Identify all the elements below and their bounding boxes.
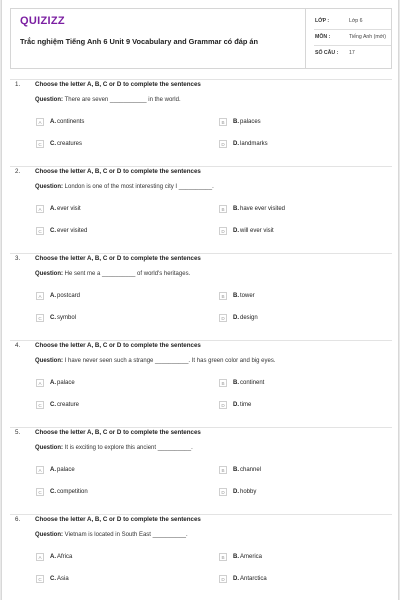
option-text: postcard bbox=[57, 293, 81, 299]
question-prefix: Question: bbox=[35, 184, 63, 190]
question-prefix: Question: bbox=[35, 97, 63, 103]
option-text: competition bbox=[57, 489, 88, 495]
question-prompt: He sent me a __________ of world's heritages. bbox=[64, 271, 191, 277]
option-checkbox[interactable]: B bbox=[219, 292, 227, 300]
meta-class-label: LỚP : bbox=[315, 18, 330, 24]
question-prompt: There are seven ___________ in the world. bbox=[64, 97, 181, 103]
question-prompt: Vietnam is located in South East __________. bbox=[64, 532, 188, 538]
meta-count-label: SỐ CÂU : bbox=[315, 50, 339, 56]
option-checkbox[interactable]: A bbox=[36, 553, 44, 561]
option-letter: C. bbox=[50, 402, 56, 408]
meta-subject-value: Tiếng Anh (mới) bbox=[349, 34, 386, 40]
option-letter: D. bbox=[233, 402, 239, 408]
option-text: design bbox=[240, 315, 258, 321]
option-text: palace bbox=[57, 467, 75, 473]
question-instruction: Choose the letter A, B, C or D to complete the sentences bbox=[35, 342, 201, 349]
option-letter: B. bbox=[233, 119, 239, 125]
option-checkbox[interactable]: D bbox=[219, 488, 227, 496]
option-letter: B. bbox=[233, 467, 239, 473]
meta-class-value: Lớp 6 bbox=[349, 18, 363, 24]
option-checkbox[interactable]: C bbox=[36, 227, 44, 235]
option-letter: A. bbox=[50, 206, 56, 212]
meta-divider bbox=[314, 29, 391, 30]
question-prefix: Question: bbox=[35, 445, 63, 451]
option-checkbox[interactable]: D bbox=[219, 401, 227, 409]
question-instruction: Choose the letter A, B, C or D to complete the sentences bbox=[35, 516, 201, 523]
option-text: tower bbox=[240, 293, 255, 299]
option-checkbox[interactable]: B bbox=[219, 466, 227, 474]
worksheet-header bbox=[10, 8, 392, 69]
option-checkbox[interactable]: A bbox=[36, 205, 44, 213]
option-checkbox[interactable]: D bbox=[219, 140, 227, 148]
option-letter: A. bbox=[50, 467, 56, 473]
option-text: channel bbox=[240, 467, 262, 473]
option-letter: C. bbox=[50, 228, 56, 234]
option-checkbox[interactable]: A bbox=[36, 379, 44, 387]
question-instruction: Choose the letter A, B, C or D to complete the sentences bbox=[35, 81, 201, 88]
option-text: continent bbox=[240, 380, 265, 386]
option-letter: B. bbox=[233, 554, 239, 560]
option-letter: A. bbox=[50, 119, 56, 125]
question-prompt: It is exciting to explore this ancient __________. bbox=[64, 445, 193, 451]
question-divider bbox=[10, 253, 392, 254]
header-separator bbox=[305, 9, 306, 68]
option-text: America bbox=[240, 554, 263, 560]
option-checkbox[interactable]: C bbox=[36, 575, 44, 583]
option-letter: D. bbox=[233, 228, 239, 234]
option-letter: C. bbox=[50, 489, 56, 495]
question-number: 1. bbox=[15, 81, 21, 88]
option-text: creatures bbox=[57, 141, 83, 147]
question-text bbox=[35, 271, 190, 277]
question-prefix: Question: bbox=[35, 358, 63, 364]
option-letter: D. bbox=[233, 576, 239, 582]
option-letter: A. bbox=[50, 293, 56, 299]
question-text bbox=[35, 358, 275, 364]
option-checkbox[interactable]: A bbox=[36, 466, 44, 474]
option-letter: B. bbox=[233, 293, 239, 299]
worksheet-page bbox=[1, 0, 399, 600]
question-instruction: Choose the letter A, B, C or D to complete the sentences bbox=[35, 168, 201, 175]
question-instruction: Choose the letter A, B, C or D to complete the sentences bbox=[35, 429, 201, 436]
meta-count-value: 17 bbox=[349, 50, 355, 56]
question-number: 6. bbox=[15, 516, 21, 523]
question-divider bbox=[10, 79, 392, 80]
option-text: ever visit bbox=[57, 206, 81, 212]
option-letter: B. bbox=[233, 206, 239, 212]
option-text: will ever visit bbox=[240, 228, 274, 234]
question-prompt: I have never seen such a strange __________. It has green color and big eyes. bbox=[64, 358, 276, 364]
question-text bbox=[35, 184, 214, 190]
option-checkbox[interactable]: C bbox=[36, 401, 44, 409]
option-letter: C. bbox=[50, 576, 56, 582]
option-letter: D. bbox=[233, 489, 239, 495]
option-text: palace bbox=[57, 380, 75, 386]
option-text: continents bbox=[57, 119, 85, 125]
question-prefix: Question: bbox=[35, 532, 63, 538]
option-letter: C. bbox=[50, 315, 56, 321]
meta-subject-label: MÔN : bbox=[315, 34, 331, 40]
option-text: landmarks bbox=[240, 141, 268, 147]
question-instruction: Choose the letter A, B, C or D to complete the sentences bbox=[35, 255, 201, 262]
question-number: 3. bbox=[15, 255, 21, 262]
option-text: have ever visited bbox=[240, 206, 286, 212]
option-text: ever visited bbox=[57, 228, 88, 234]
question-divider bbox=[10, 166, 392, 167]
option-letter: B. bbox=[233, 380, 239, 386]
option-checkbox[interactable]: A bbox=[36, 292, 44, 300]
option-checkbox[interactable]: B bbox=[219, 553, 227, 561]
question-number: 4. bbox=[15, 342, 21, 349]
option-checkbox[interactable]: D bbox=[219, 227, 227, 235]
question-divider bbox=[10, 514, 392, 515]
question-text bbox=[35, 532, 188, 538]
question-text bbox=[35, 97, 181, 103]
option-checkbox[interactable]: B bbox=[219, 205, 227, 213]
question-divider bbox=[10, 427, 392, 428]
option-checkbox[interactable]: A bbox=[36, 118, 44, 126]
meta-question-count bbox=[315, 50, 391, 64]
option-text: symbol bbox=[57, 315, 77, 321]
option-checkbox[interactable]: B bbox=[219, 118, 227, 126]
option-text: Asia bbox=[57, 576, 69, 582]
question-prompt: London is one of the most interesting city I __________. bbox=[64, 184, 214, 190]
question-number: 2. bbox=[15, 168, 21, 175]
option-text: hobby bbox=[240, 489, 257, 495]
question-number: 5. bbox=[15, 429, 21, 436]
option-checkbox[interactable]: D bbox=[219, 314, 227, 322]
option-text: Antarctica bbox=[240, 576, 267, 582]
option-checkbox[interactable]: C bbox=[36, 488, 44, 496]
question-text bbox=[35, 445, 193, 451]
option-letter: D. bbox=[233, 315, 239, 321]
option-text: time bbox=[240, 402, 252, 408]
option-text: creature bbox=[57, 402, 80, 408]
option-checkbox[interactable]: C bbox=[36, 140, 44, 148]
meta-divider bbox=[314, 45, 391, 46]
option-letter: C. bbox=[50, 141, 56, 147]
option-checkbox[interactable]: B bbox=[219, 379, 227, 387]
option-text: palaces bbox=[240, 119, 261, 125]
question-divider bbox=[10, 340, 392, 341]
option-checkbox[interactable]: D bbox=[219, 575, 227, 583]
worksheet-title: Trắc nghiệm Tiếng Anh 6 Unit 9 Vocabulary and Grammar có đáp án bbox=[20, 37, 259, 46]
question-prefix: Question: bbox=[35, 271, 63, 277]
quizizz-logo: QUIZIZZ bbox=[20, 15, 65, 27]
option-letter: A. bbox=[50, 554, 56, 560]
option-letter: D. bbox=[233, 141, 239, 147]
option-letter: A. bbox=[50, 380, 56, 386]
option-text: Africa bbox=[57, 554, 73, 560]
option-checkbox[interactable]: C bbox=[36, 314, 44, 322]
